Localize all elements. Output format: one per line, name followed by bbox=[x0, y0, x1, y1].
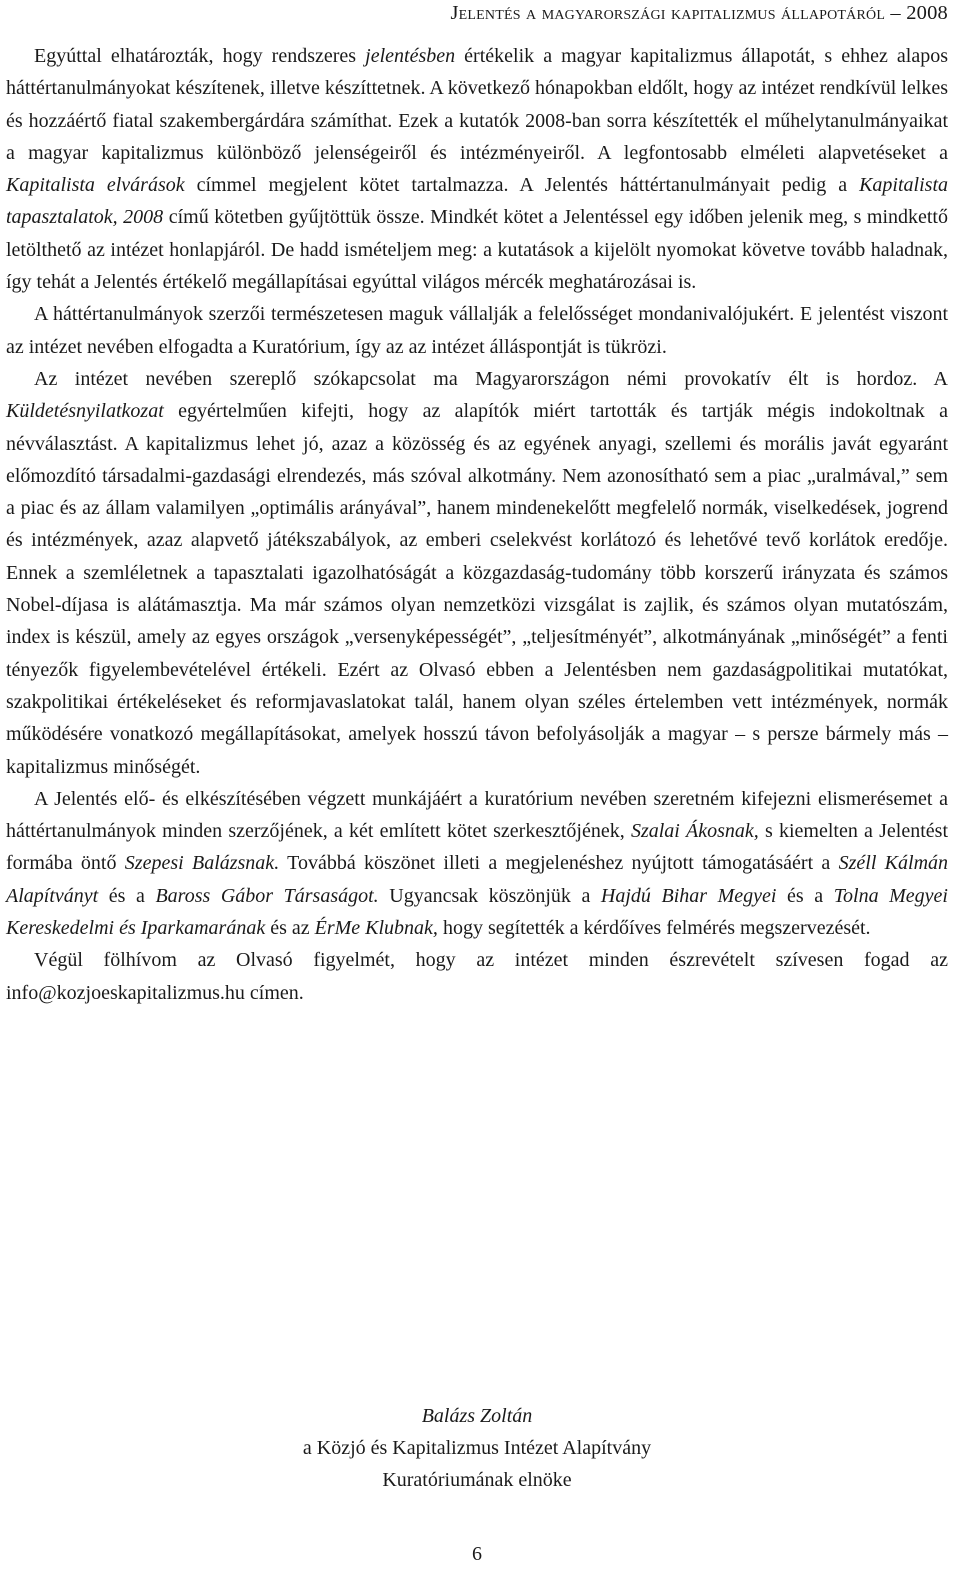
paragraph bbox=[6, 783, 948, 944]
text-run: és az bbox=[265, 917, 315, 940]
text-run: című kötetben gyűjtöttük össze. Mindkét kötet a Jelentéssel egy időben jelenik meg, s mindkettő letölthető az intézet honlapjáról. De hadd ismételjem meg: a kutatások a kijelölt nyomokat követve tovább haladnak, így tehát a Jelentés értékelő megállapításai egyúttal világos mércék meghatározásai is. bbox=[6, 206, 948, 294]
paragraph bbox=[6, 298, 948, 363]
text-run: A Jelentés elő- és elkészítésében végzett munkájáért a kuratórium nevében szeretném kifejezni elismerésemet a háttértanulmányok minden szerzőjének, a két említett kötet szerkesztőjének, bbox=[6, 787, 948, 843]
text-run: A háttértanulmányok szerzői természetesen maguk vállalják a felelősséget mondanivalójukért. E jelentést viszont az intézet nevében elfogadta a Kuratórium, így az az intézet álláspontját is tükrözi. bbox=[6, 303, 948, 358]
signatory-organization: a Közjó és Kapitalizmus Intézet Alapítvány bbox=[302, 1437, 652, 1459]
italic-text: Kapitalista elvárások bbox=[6, 174, 185, 197]
text-run: Ugyancsak köszönjük a bbox=[378, 884, 601, 907]
signature-block bbox=[6, 1400, 948, 1496]
paragraph bbox=[6, 363, 948, 783]
running-header: Jelentés a magyarországi kapitalizmus állapotáról – 2008 bbox=[450, 2, 948, 24]
body-text bbox=[6, 40, 948, 1009]
text-run: és a bbox=[98, 884, 156, 907]
italic-text: Hajdú Bihar Megyei bbox=[600, 884, 777, 907]
text-run: értékelik a magyar kapitalizmus állapotát, s ehhez alapos háttértanulmányokat készítenek, illetve készíttetnek. A következő hónapokban eldőlt, hogy az intézet rendkívül lelkes és hozzáértő fiatal szakembergárdára számíthat. Ezek a kutatók 2008-ban sorra készítették el műhelytanulmányaikat a magyar kapitalizmus különböző jelenségeiről és intézményeiről. A legfontosabb elméleti alapvetéseket a bbox=[6, 45, 949, 164]
paragraph bbox=[6, 40, 948, 298]
italic-text: ÉrMe Klubnak, bbox=[314, 917, 438, 940]
text-run: Egyúttal elhatározták, hogy rendszeres bbox=[34, 45, 366, 67]
italic-text: Kapitalista tapasztalatok, 2008 bbox=[6, 174, 948, 229]
paragraph bbox=[6, 944, 948, 1009]
italic-text: Tolna Megyei Kereskedelmi és Iparkamarának bbox=[6, 884, 948, 940]
italic-text: Baross Gábor Társaságot. bbox=[155, 884, 379, 907]
signatory-role: Kuratóriumának elnöke bbox=[382, 1469, 572, 1491]
text-run: s kiemelten a Jelentést formába öntő bbox=[6, 820, 949, 875]
italic-text: Szalai Ákosnak, bbox=[630, 820, 759, 843]
document-page bbox=[6, 0, 948, 1587]
italic-text: Küldetésnyilatkozat bbox=[6, 400, 164, 423]
signatory-name: Balázs Zoltán bbox=[421, 1405, 533, 1427]
text-run: címmel megjelent kötet tartalmazza. A Jelentés háttértanulmányait pedig a bbox=[184, 174, 860, 197]
text-run: Végül fölhívom az Olvasó figyelmét, hogy az intézet minden észrevételt szívesen fogad az info@kozjoeskapitalizmus.hu címen. bbox=[6, 949, 948, 1004]
italic-text: Szepesi Balázsnak. bbox=[124, 852, 280, 875]
text-run: egyértelműen kifejti, hogy az alapítók miért tartották és tartják mégis indokoltnak a névválasztást. A kapitalizmus lehet jó, azaz a közösség és az egyének anyagi, szellemi és morális javát egyaránt előmozdító társadalmi-gazdasági elrendezés, más szóval alkotmány. Nem azonosítható sem a piac „uralmával,” sem a piac és az állam valamilyen „optimális arányával”, hanem mindenekelőtt megfelelő normák, viselkedések, jogrend és intézmények, azaz alapvető játékszabályok, az emberi cselekvést korlátozó és lehetővé tevő korlátok eredője. Ennek a szemléletnek a tapasztalati igazolhatóságát a közgazdaság-tudomány több korszerű irányzata és számos Nobel-díjasa is alátámasztja. Ma már számos olyan nemzetközi vizsgálat is zajlik, és számos olyan mutatószám, index is készül, amely az egyes országok „versenyképességét”, „teljesítményét”, alkotmányának „minőségét” a fenti tényezők figyelembevételével értékeli. Ezért az Olvasó ebben a Jelentésben nem gazdaságpolitikai mutatókat, szakpolitikai értékeléseket és reformjavaslatokat talál, hanem olyan széles értelemben vett intézmények, normák működésére vonatkozó megállapításokat, amelyek hosszú távon befolyásolják a magyar – s persze bármely más – kapitalizmus minőségét. bbox=[6, 400, 948, 778]
text-run: hogy segítették a kérdőíves felmérés megszervezését. bbox=[437, 917, 871, 940]
text-run: Az intézet nevében szereplő szókapcsolat ma Magyarországon némi provokatív élt is hordoz. A bbox=[34, 367, 948, 390]
page-number: 6 bbox=[472, 1543, 482, 1565]
text-run: Továbbá köszönet illeti a megjelenéshez nyújtott támogatásáért a bbox=[279, 852, 839, 875]
text-run: és a bbox=[776, 884, 834, 907]
italic-text: Széll Kálmán Alapítványt bbox=[6, 852, 949, 907]
italic-text: jelentésben bbox=[365, 45, 456, 67]
